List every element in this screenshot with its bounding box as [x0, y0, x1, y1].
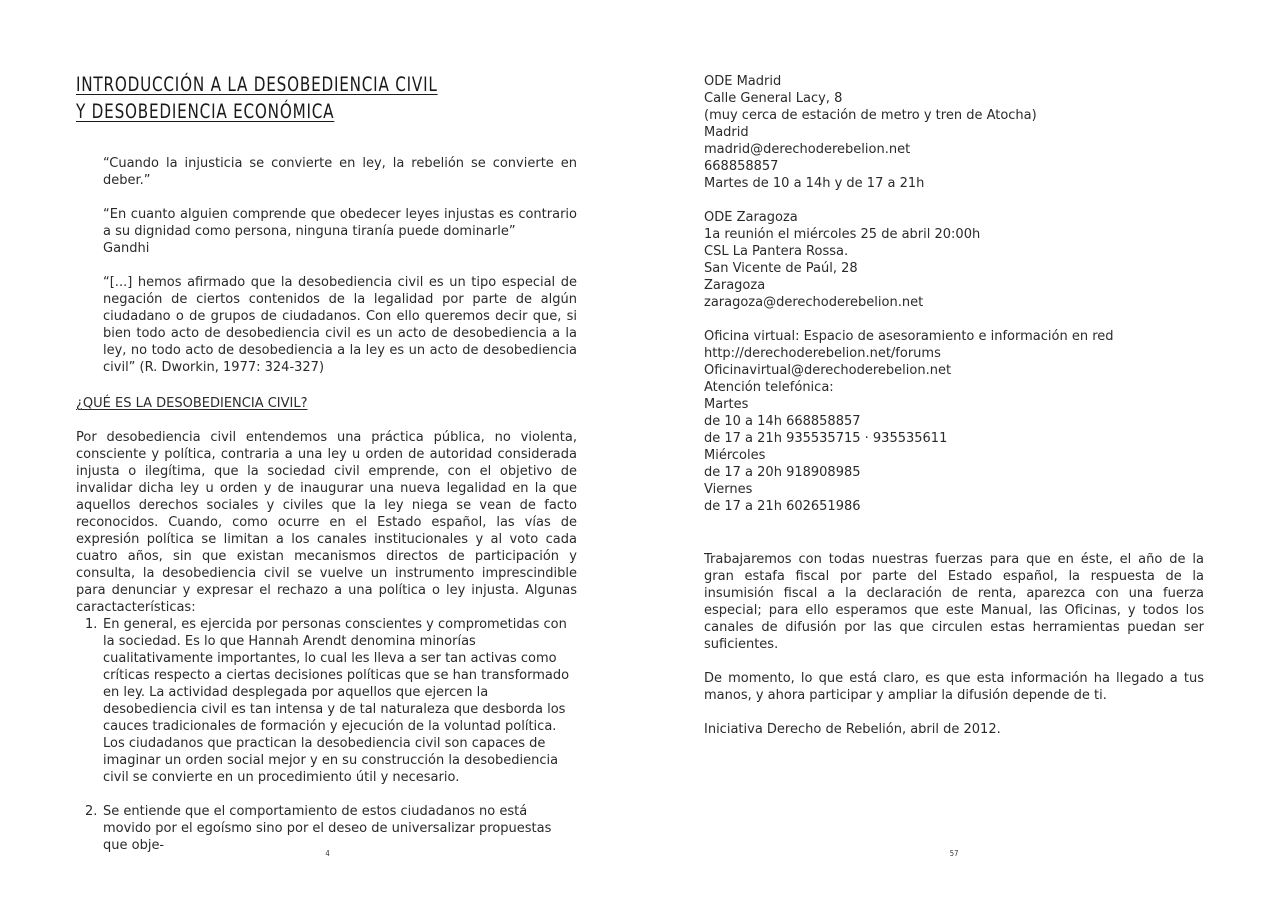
quote-text: “Cuando la injusticia se convierte en ley, la rebelión se convierte en deber.”: [103, 156, 577, 188]
closing-paragraph: De momento, lo que está claro, es que esta información ha llegado a tus manos, y ahora participar y ampliar la difusión depende de ti.: [704, 671, 1204, 703]
quote-attribution: Gandhi: [103, 241, 150, 256]
closing-paragraph: Iniciativa Derecho de Rebelión, abril de 2012.: [704, 722, 1001, 737]
contact-link[interactable]: Oficinavirtual@derechoderebelion.net: [704, 363, 952, 378]
contact-line: (muy cerca de estación de metro y tren de Atocha): [704, 108, 1037, 123]
contact-block: [704, 328, 1204, 515]
page-number-right: 57: [949, 849, 959, 858]
list-item-text: En general, es ejercida por personas conscientes y comprometidas con la sociedad. Es lo que Hannah Arendt denomina minorías cualitativamente importantes, lo cual les lleva a ser tan activas como críticas respecto a ciertas decisiones políticas que se han transformado en ley. La actividad desplegada por aquellos que ejercen la desobediencia civil es tan intensa y de tal naturaleza que desborda los cauces tradicionales de formación y ejecución de la voluntad política. Los ciudadanos que practican la desobediencia civil son capaces de imaginar un orden social mejor y en su construcción la desobediencia civil se convierte en un procedimiento útil y necesario.: [103, 617, 570, 785]
contact-line: CSL La Pantera Rossa.: [704, 244, 849, 259]
section-heading: ¿QUÉ ES LA DESOBEDIENCIA CIVIL?: [76, 396, 308, 411]
contact-link[interactable]: madrid@derechoderebelion.net: [704, 142, 911, 157]
contact-line: ODE Zaragoza: [704, 210, 798, 225]
intro-paragraph: Por desobediencia civil entendemos una práctica pública, no violenta, consciente y política, contraria a una ley u orden de autoridad considerada injusta o ilegítima, que la sociedad civil emprende, con el objetivo de invalidar dicha ley u orden y de inaugurar una nueva legalidad en la que aquellos derechos sociales y civiles que la ley niega se vean de facto reconocidos. Cuando, como ocurre en el Estado español, las vías de expresión política se limitan a los canales institucionales y al voto cada cuatro años, sin que existan mecanismos directos de participación y consulta, la desobediencia civil se vuelve un instrumento imprescindible para denunciar y expresar el rechazo a una política o ley injusta. Algunas caractacterísticas:: [76, 430, 577, 615]
quote: [103, 155, 577, 189]
characteristics-list: [85, 616, 577, 871]
list-item-text: Se entiende que el comportamiento de estos ciudadanos no está movido por el egoísmo sino por el deseo de universalizar propuestas que obje-: [103, 804, 552, 853]
closing-section: [704, 551, 1204, 755]
contact-line: de 17 a 21h 602651986: [704, 499, 861, 514]
contact-line: Madrid: [704, 125, 749, 140]
closing-paragraph: Trabajaremos con todas nuestras fuerzas para que en éste, el año de la gran estafa fiscal por parte del Estado español, la respuesta de la insumisión fiscal a la declaración de renta, aparezca con una fuerza especial; para ello esperamos que este Manual, las Oficinas, y todos los canales de difusión por las que circulen estas herramientas puedan ser suficientes.: [704, 552, 1204, 652]
contact-link[interactable]: zaragoza@derechoderebelion.net: [704, 295, 924, 310]
contact-line: 1a reunión el miércoles 25 de abril 20:00h: [704, 227, 981, 242]
contact-line: de 17 a 21h 935535715 · 935535611: [704, 431, 948, 446]
list-item: [85, 803, 577, 854]
contact-line: 668858857: [704, 159, 779, 174]
chapter-title: [76, 71, 438, 125]
contact-block: [704, 209, 1204, 311]
contact-section: [704, 73, 1204, 532]
contact-line: San Vicente de Paúl, 28: [704, 261, 858, 276]
contact-line: de 10 a 14h 668858857: [704, 414, 861, 429]
contact-line: Miércoles: [704, 448, 766, 463]
page-number-left: 4: [325, 849, 330, 858]
list-item-number: 2.: [85, 804, 98, 819]
contact-line: ODE Madrid: [704, 74, 782, 89]
contact-line: Martes de 10 a 14h y de 17 a 21h: [704, 176, 925, 191]
left-page: [76, 0, 577, 916]
contact-line: Atención telefónica:: [704, 380, 834, 395]
contact-line: de 17 a 20h 918908985: [704, 465, 861, 480]
list-item-number: 1.: [85, 617, 98, 632]
contact-line: Calle General Lacy, 8: [704, 91, 843, 106]
right-page: [704, 0, 1204, 916]
chapter-title-line-1: INTRODUCCIÓN A LA DESOBEDIENCIA CIVIL: [76, 73, 438, 96]
chapter-title-line-2: Y DESOBEDIENCIA ECONÓMICA: [76, 100, 335, 123]
list-item: [85, 616, 577, 786]
contact-block: [704, 73, 1204, 192]
contact-link[interactable]: http://derechoderebelion.net/forums: [704, 346, 941, 361]
contact-line: Martes: [704, 397, 749, 412]
contact-line: Oficina virtual: Espacio de asesoramiento e información en red: [704, 329, 1114, 344]
contact-line: Zaragoza: [704, 278, 766, 293]
quote: [103, 274, 577, 376]
contact-line: Viernes: [704, 482, 753, 497]
epigraph-quotes: [103, 155, 577, 393]
quote-text: “En cuanto alguien comprende que obedecer leyes injustas es contrario a su dignidad como persona, ninguna tiranía puede dominarle”: [103, 207, 577, 239]
quote-text: “[...] hemos afirmado que la desobediencia civil es un tipo especial de negación de ciertos contenidos de la legalidad por parte de algún ciudadano o de grupos de ciudadanos. Con ello queremos decir que, si bien todo acto de desobediencia civil es un acto de desobediencia a la ley, no todo acto de desobediencia a la ley es un acto de desobediencia civil” (R. Dworkin, 1977: 324-327): [103, 275, 577, 375]
quote: [103, 206, 577, 257]
